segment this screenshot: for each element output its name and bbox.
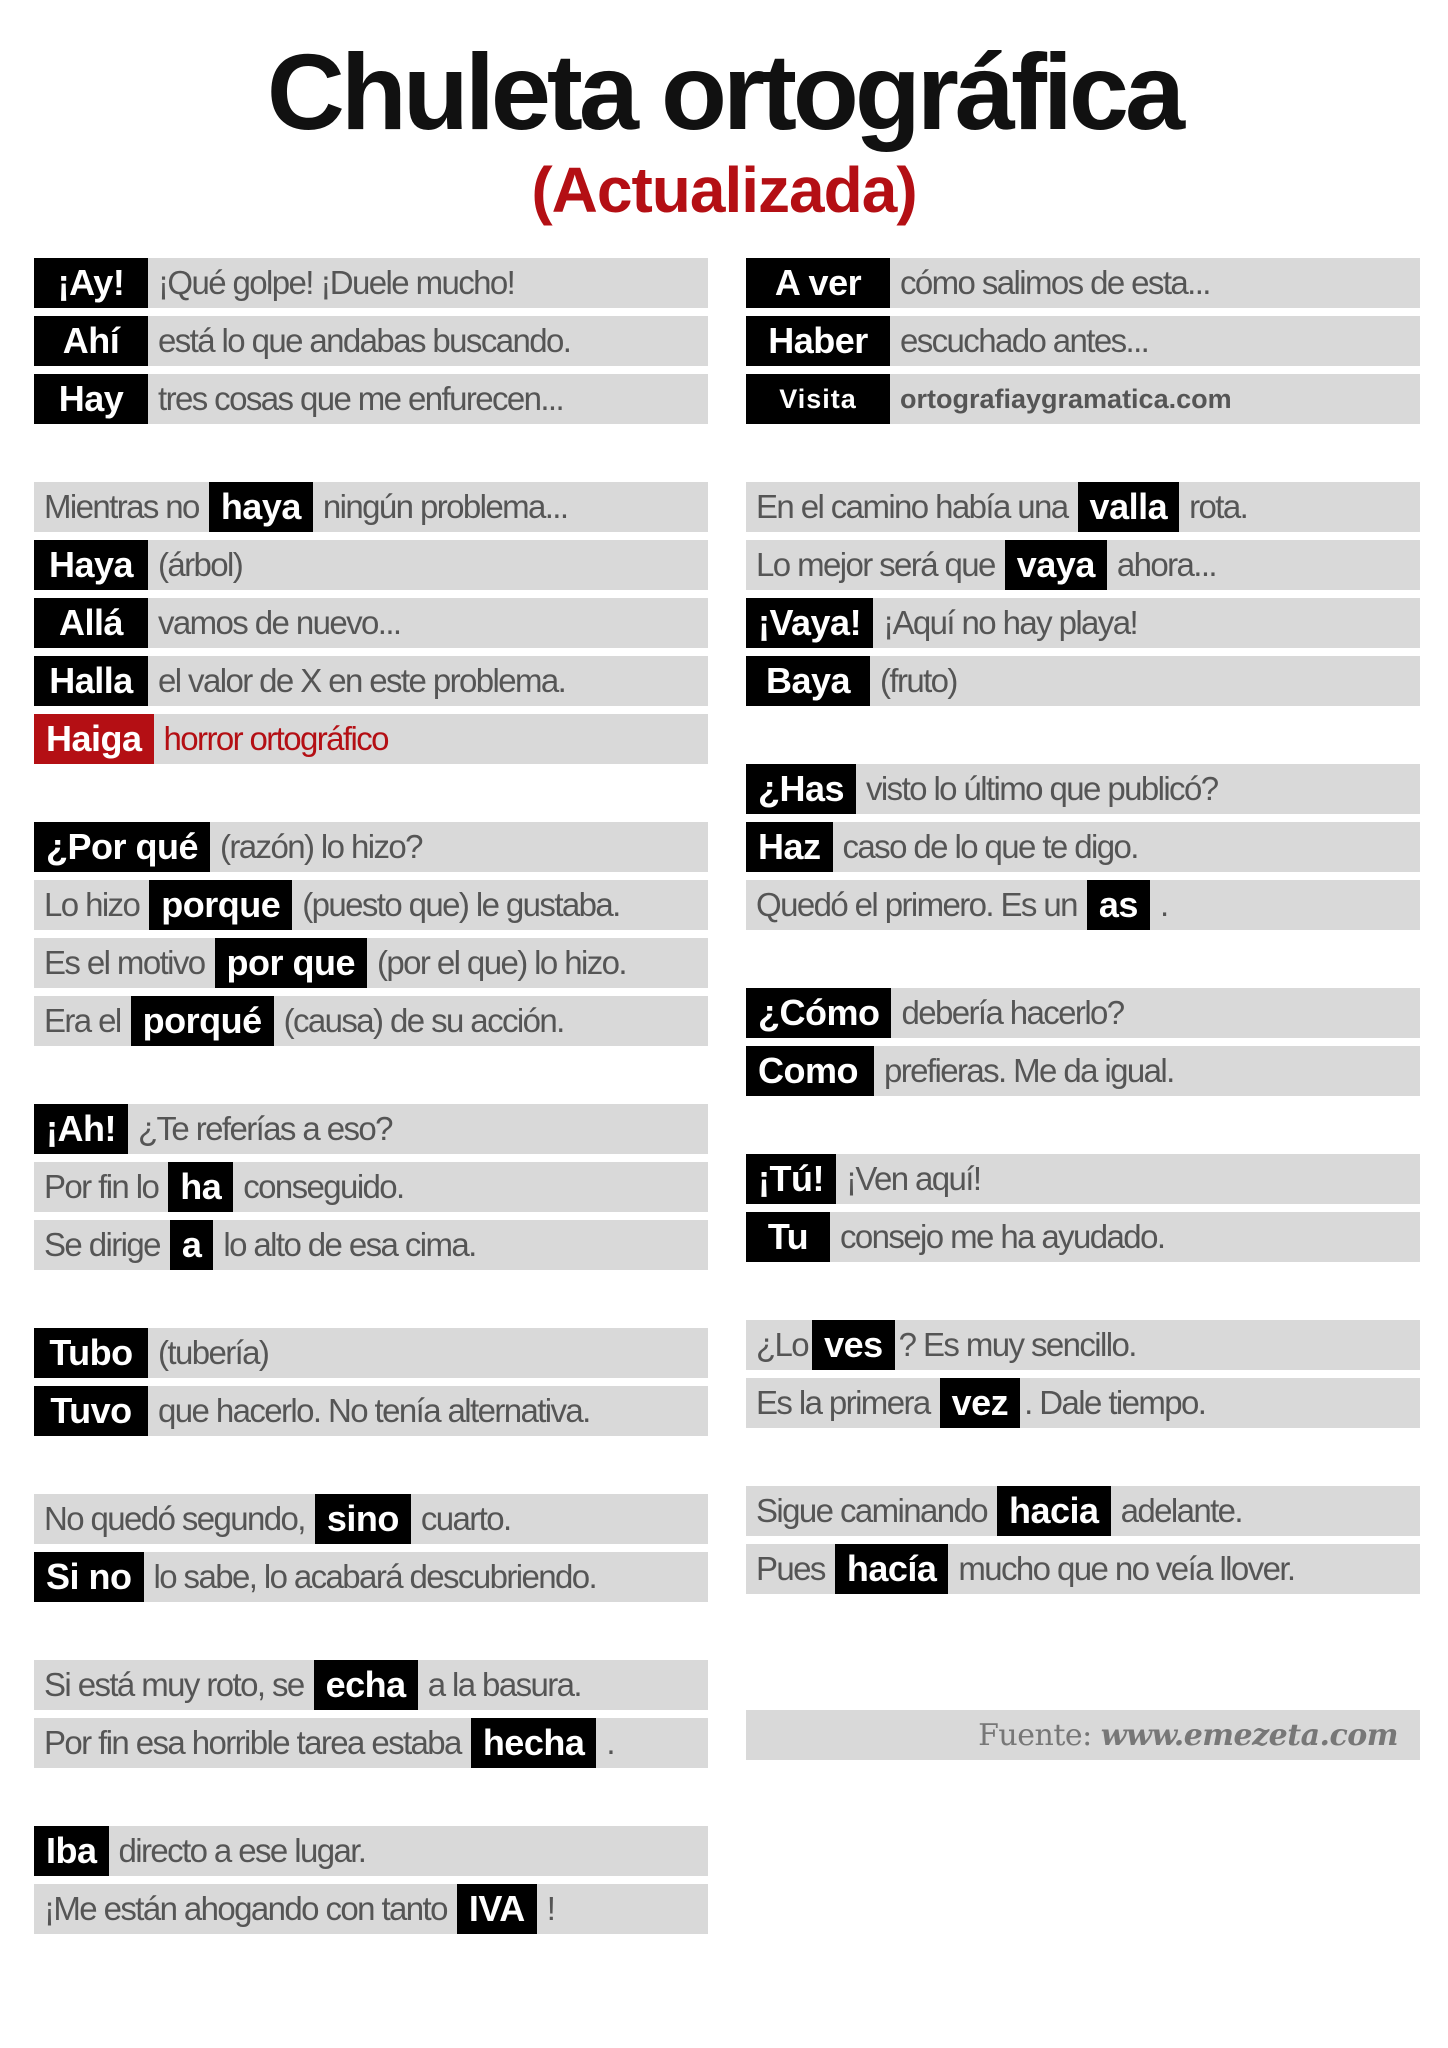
keyword: Tu	[746, 1212, 830, 1262]
example-text: No quedó segundo,	[44, 1500, 305, 1537]
example-text: caso de lo que te digo.	[842, 828, 1138, 865]
keyword: vez	[940, 1378, 1021, 1428]
keyword: Haya	[34, 540, 148, 590]
keyword: IVA	[457, 1884, 537, 1934]
example-text: cuarto.	[420, 1500, 511, 1537]
example-row	[746, 316, 1420, 366]
example-text: lo alto de esa cima.	[223, 1226, 476, 1263]
example-text: Se dirige	[44, 1226, 160, 1263]
group-footer	[746, 1652, 1420, 1760]
group-porque	[34, 822, 708, 1046]
example-text: . Dale tiempo.	[1024, 1384, 1206, 1421]
example-text: cómo salimos de esta...	[900, 264, 1210, 301]
group-hacia-hacia	[746, 1486, 1420, 1594]
keyword: ¡Ay!	[34, 258, 148, 308]
example-text: Lo hizo	[44, 886, 140, 923]
example-row	[34, 1494, 708, 1544]
keyword: hecha	[471, 1718, 597, 1768]
example-text: directo a ese lugar.	[118, 1832, 366, 1869]
keyword: Allá	[34, 598, 148, 648]
example-text: (fruto)	[880, 662, 957, 699]
example-row	[746, 988, 1420, 1038]
example-row	[746, 258, 1420, 308]
example-text: Es el motivo	[44, 944, 205, 981]
example-row	[34, 316, 708, 366]
keyword: Tubo	[34, 1328, 148, 1378]
example-row	[34, 1826, 708, 1876]
keyword: Haz	[746, 822, 833, 872]
keyword: sino	[315, 1494, 411, 1544]
example-text: el valor de X en este problema.	[158, 662, 566, 699]
example-row	[746, 1320, 1420, 1370]
example-text: lo sabe, lo acabará descubriendo.	[153, 1558, 597, 1595]
example-text: ahora...	[1116, 546, 1216, 583]
example-row	[746, 1378, 1420, 1428]
keyword: hacia	[997, 1486, 1111, 1536]
example-text: ¡Ven aquí!	[845, 1160, 981, 1197]
example-row	[746, 880, 1420, 930]
keyword: por que	[215, 938, 368, 988]
example-text: ¿Lo	[756, 1326, 809, 1363]
left-column	[34, 258, 708, 1992]
group-como	[746, 988, 1420, 1096]
example-text: vamos de nuevo...	[158, 604, 401, 641]
example-text: adelante.	[1120, 1492, 1242, 1529]
example-row	[34, 1386, 708, 1436]
keyword: ¡Tú!	[746, 1154, 836, 1204]
group-echa-hecha	[34, 1660, 708, 1768]
keyword: Haber	[746, 316, 890, 366]
example-row	[34, 656, 708, 706]
example-text: Sigue caminando	[756, 1492, 988, 1529]
example-text: Lo mejor será que	[756, 546, 995, 583]
group-iba-iva	[34, 1826, 708, 1934]
example-text: (tubería)	[158, 1334, 269, 1371]
example-text: Quedó el primero. Es un	[756, 886, 1077, 923]
example-row	[746, 1544, 1420, 1594]
example-row	[34, 1718, 708, 1768]
example-text: a la basura.	[427, 1666, 581, 1703]
keyword: Halla	[34, 656, 148, 706]
example-row	[746, 598, 1420, 648]
keyword: vaya	[1005, 540, 1107, 590]
example-row	[746, 656, 1420, 706]
example-row	[746, 764, 1420, 814]
example-text: está lo que andabas buscando.	[158, 322, 571, 359]
example-text: En el camino había una	[756, 488, 1068, 525]
keyword: ves	[812, 1320, 895, 1370]
example-text: Pues	[756, 1550, 825, 1587]
source-label: Fuente:	[978, 1717, 1092, 1753]
keyword: porqué	[131, 996, 274, 1046]
example-text: visto lo último que publicó?	[866, 770, 1218, 807]
keyword: echa	[314, 1660, 418, 1710]
group-valla-vaya-baya	[746, 482, 1420, 706]
example-text: !	[546, 1890, 555, 1927]
example-text: Era el	[44, 1002, 121, 1039]
example-text: ningún problema...	[322, 488, 568, 525]
example-row	[34, 880, 708, 930]
keyword: Visita	[746, 374, 890, 424]
example-row	[34, 1884, 708, 1934]
example-text: (razón) lo hizo?	[220, 828, 422, 865]
example-text: ¡Qué golpe! ¡Duele mucho!	[158, 264, 515, 301]
group-haya-alla-halla	[34, 482, 708, 764]
spacer-row	[746, 1652, 1420, 1702]
example-row	[34, 482, 708, 532]
group-ay-ahi-hay	[34, 258, 708, 424]
example-text-error: horror ortográfico	[163, 720, 388, 757]
source-credit	[978, 1718, 1420, 1753]
promo-url: ortografiaygramatica.com	[900, 383, 1232, 414]
keyword: Hay	[34, 374, 148, 424]
example-text: ¿Te referías a eso?	[137, 1110, 392, 1147]
keyword: ha	[168, 1162, 233, 1212]
example-row	[746, 1212, 1420, 1262]
example-row	[746, 540, 1420, 590]
example-text: (árbol)	[158, 546, 243, 583]
keyword: hacía	[835, 1544, 949, 1594]
example-text: mucho que no veía llover.	[958, 1550, 1295, 1587]
example-row	[746, 482, 1420, 532]
example-row	[746, 1154, 1420, 1204]
example-row	[34, 374, 708, 424]
keyword: haya	[209, 482, 313, 532]
keyword: ¿Has	[746, 764, 856, 814]
example-text: Es la primera	[756, 1384, 930, 1421]
example-row	[34, 1162, 708, 1212]
example-row	[34, 822, 708, 872]
example-text: escuchado antes...	[900, 322, 1149, 359]
keyword: Si no	[34, 1552, 144, 1602]
keyword: a	[170, 1220, 214, 1270]
page-subtitle: (Actualizada)	[531, 154, 917, 226]
example-text: debería hacerlo?	[901, 994, 1124, 1031]
keyword-error: Haiga	[34, 714, 154, 764]
example-row	[34, 1220, 708, 1270]
example-row	[34, 1328, 708, 1378]
keyword: Ahí	[34, 316, 148, 366]
page-title: Chuleta ortográfica	[266, 31, 1182, 152]
group-tubo-tuvo	[34, 1328, 708, 1436]
example-text: Mientras no	[44, 488, 199, 525]
example-text: .	[1159, 886, 1168, 923]
group-has-haz-as	[746, 764, 1420, 930]
example-row	[34, 1552, 708, 1602]
example-text: (por el que) lo hizo.	[377, 944, 626, 981]
example-row	[34, 938, 708, 988]
keyword: Como	[746, 1046, 874, 1096]
keyword: ¿Cómo	[746, 988, 891, 1038]
promo-row	[746, 374, 1420, 424]
group-tu	[746, 1154, 1420, 1262]
keyword: ¿Por qué	[34, 822, 210, 872]
keyword: ¡Ah!	[34, 1104, 128, 1154]
keyword: porque	[149, 880, 292, 930]
example-row	[746, 1486, 1420, 1536]
example-text: prefieras. Me da igual.	[884, 1052, 1174, 1089]
example-row	[34, 540, 708, 590]
example-row	[34, 996, 708, 1046]
example-text: Por fin lo	[44, 1168, 159, 1205]
group-aver-haber	[746, 258, 1420, 424]
example-row	[746, 822, 1420, 872]
example-text: ¡Me están ahogando con tanto	[44, 1890, 447, 1927]
keyword: Tuvo	[34, 1386, 148, 1436]
group-ves-vez	[746, 1320, 1420, 1428]
example-row	[34, 258, 708, 308]
example-text: ¡Aquí no hay playa!	[883, 604, 1138, 641]
keyword: as	[1087, 880, 1150, 930]
example-text: Si está muy roto, se	[44, 1666, 304, 1703]
example-text: (puesto que) le gustaba.	[302, 886, 620, 923]
example-row-error	[34, 714, 708, 764]
example-text: rota.	[1189, 488, 1248, 525]
example-row	[746, 1046, 1420, 1096]
example-text: .	[606, 1724, 614, 1761]
group-ah-ha-a	[34, 1104, 708, 1270]
example-text: Por fin esa horrible tarea estaba	[44, 1724, 461, 1761]
source-link[interactable]: www.emezeta.com	[1100, 1717, 1398, 1753]
keyword: Iba	[34, 1826, 109, 1876]
example-text: consejo me ha ayudado.	[840, 1218, 1165, 1255]
group-sino	[34, 1494, 708, 1602]
example-text: que hacerlo. No tenía alternativa.	[158, 1392, 590, 1429]
example-row	[34, 598, 708, 648]
example-row	[34, 1104, 708, 1154]
example-text: ? Es muy sencillo.	[898, 1326, 1136, 1363]
right-column	[746, 258, 1420, 1818]
keyword: Baya	[746, 656, 870, 706]
keyword: ¡Vaya!	[746, 598, 873, 648]
example-text: conseguido.	[243, 1168, 404, 1205]
keyword: A ver	[746, 258, 890, 308]
keyword: valla	[1078, 482, 1180, 532]
source-row	[746, 1710, 1420, 1760]
example-text: tres cosas que me enfurecen...	[158, 380, 564, 417]
example-row	[34, 1660, 708, 1710]
example-text: (causa) de su acción.	[283, 1002, 564, 1039]
